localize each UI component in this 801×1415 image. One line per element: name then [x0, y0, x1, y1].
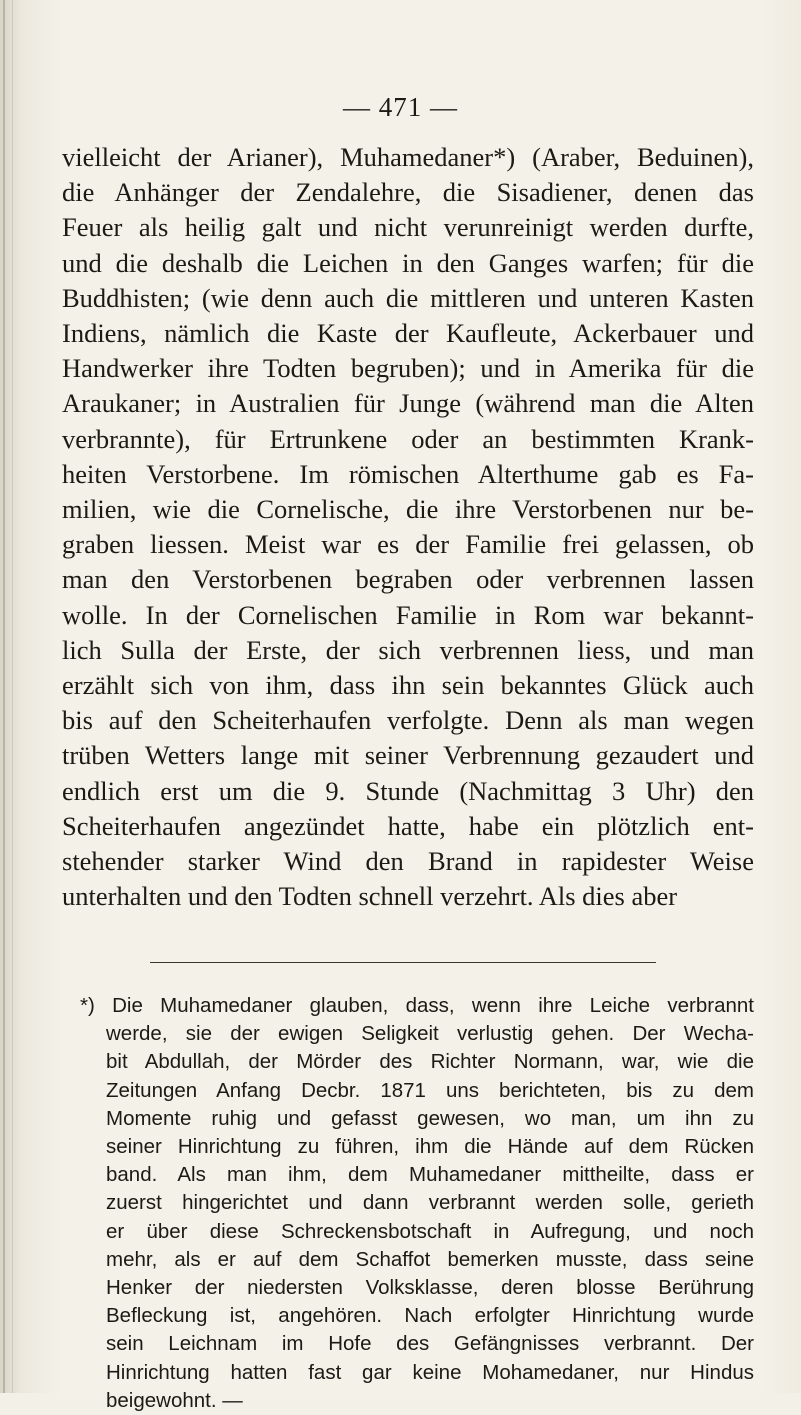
binding-edge — [3, 0, 5, 1393]
footnote-separator — [150, 962, 656, 963]
text-line: trüben Wetters lange mit seiner Verbrennung gezaudert und — [62, 740, 754, 771]
text-line: heiten Verstorbene. Im römischen Alterthume gab es Fa- — [62, 458, 754, 489]
text-line: man den Verstorbenen begraben oder verbrennen lassen — [62, 564, 754, 595]
text-line: verbrannte), für Ertrunkene oder an bestimmten Krank- — [62, 423, 754, 454]
text-line: endlich erst um die 9. Stunde (Nachmittag 3 Uhr) den — [62, 775, 754, 806]
text-line: unterhalten und den Todten schnell verzehrt. Als dies aber — [62, 881, 678, 912]
text-line: stehender starker Wind den Brand in rapidester Weise — [62, 846, 754, 877]
text-line: wolle. In der Cornelischen Familie in Rom war bekannt- — [62, 599, 754, 630]
footnote — [70, 992, 754, 1415]
text-line: Scheiterhaufen angezündet hatte, habe ein plötzlich ent- — [62, 810, 754, 841]
footnote-line: mehr, als er auf dem Schaffot bemerken musste, dass seine — [106, 1247, 754, 1271]
footnote-line: sein Leichnam im Hofe des Gefängnisses verbrannt. Der — [106, 1332, 754, 1356]
text-line: lich Sulla der Erste, der sich verbrennen liess, und man — [62, 634, 754, 665]
text-line: bis auf den Scheiterhaufen verfolgte. Denn als man wegen — [62, 705, 754, 736]
footnote-line: Befleckung ist, angehören. Nach erfolgter Hinrichtung wurde — [106, 1304, 754, 1328]
text-line: erzählt sich von ihm, dass ihn sein bekanntes Glück auch — [62, 670, 754, 701]
text-line: Handwerker ihre Todten begruben); und in Amerika für die — [62, 353, 754, 384]
footnote-line: band. Als man ihm, dem Muhamedaner mittheilte, dass er — [106, 1163, 754, 1187]
text-line: vielleicht der Arianer), Muhamedaner*) (Araber, Beduinen), — [62, 142, 754, 172]
footnote-line: werde, sie der ewigen Seligkeit verlustig gehen. Der Wecha- — [106, 1022, 754, 1046]
page-number: — 471 — — [343, 92, 458, 122]
text-line: Indiens, nämlich die Kaste der Kaufleute, Ackerbauer und — [62, 318, 754, 349]
footnote-line: *) Die Muhamedaner glauben, dass, wenn ihre Leiche verbrannt — [80, 994, 754, 1017]
footnote-line: zuerst hingerichtet und dann verbrannt werden solle, gerieth — [106, 1191, 754, 1215]
text-line: Araukaner; in Australien für Junge (während man die Alten — [62, 388, 754, 419]
text-line: und die deshalb die Leichen in den Ganges warfen; für die — [62, 247, 754, 278]
footnote-line: er über diese Schreckensbotschaft in Aufregung, und noch — [106, 1219, 754, 1243]
footnote-line: Henker der niedersten Volksklasse, deren blosse Berührung — [106, 1276, 754, 1300]
footnote-line: beigewohnt. — — [106, 1388, 243, 1412]
footnote-line: bit Abdullah, der Mörder des Richter Normann, war, wie die — [106, 1050, 754, 1074]
text-line: graben liessen. Meist war es der Familie frei gelassen, ob — [62, 529, 754, 560]
footnote-line: Momente ruhig und gefasst gewesen, wo man, um ihn zu — [106, 1106, 754, 1130]
text-line: milien, wie die Cornelische, die ihre Verstorbenen nur be- — [62, 494, 754, 525]
text-line: Feuer als heilig galt und nicht verunreinigt werden durfte, — [62, 212, 754, 243]
body-text — [62, 140, 754, 914]
footnote-line: seiner Hinrichtung zu führen, ihm die Hände auf dem Rücken — [106, 1135, 754, 1159]
footnote-line: Hinrichtung hatten fast gar keine Mohamedaner, nur Hindus — [106, 1360, 754, 1384]
binding-shadow — [12, 0, 13, 1393]
text-line: Buddhisten; (wie denn auch die mittleren und unteren Kasten — [62, 282, 754, 313]
footnote-line: Zeitungen Anfang Decbr. 1871 uns berichteten, bis zu dem — [106, 1078, 754, 1102]
text-line: die Anhänger der Zendalehre, die Sisadiener, denen das — [62, 177, 754, 208]
